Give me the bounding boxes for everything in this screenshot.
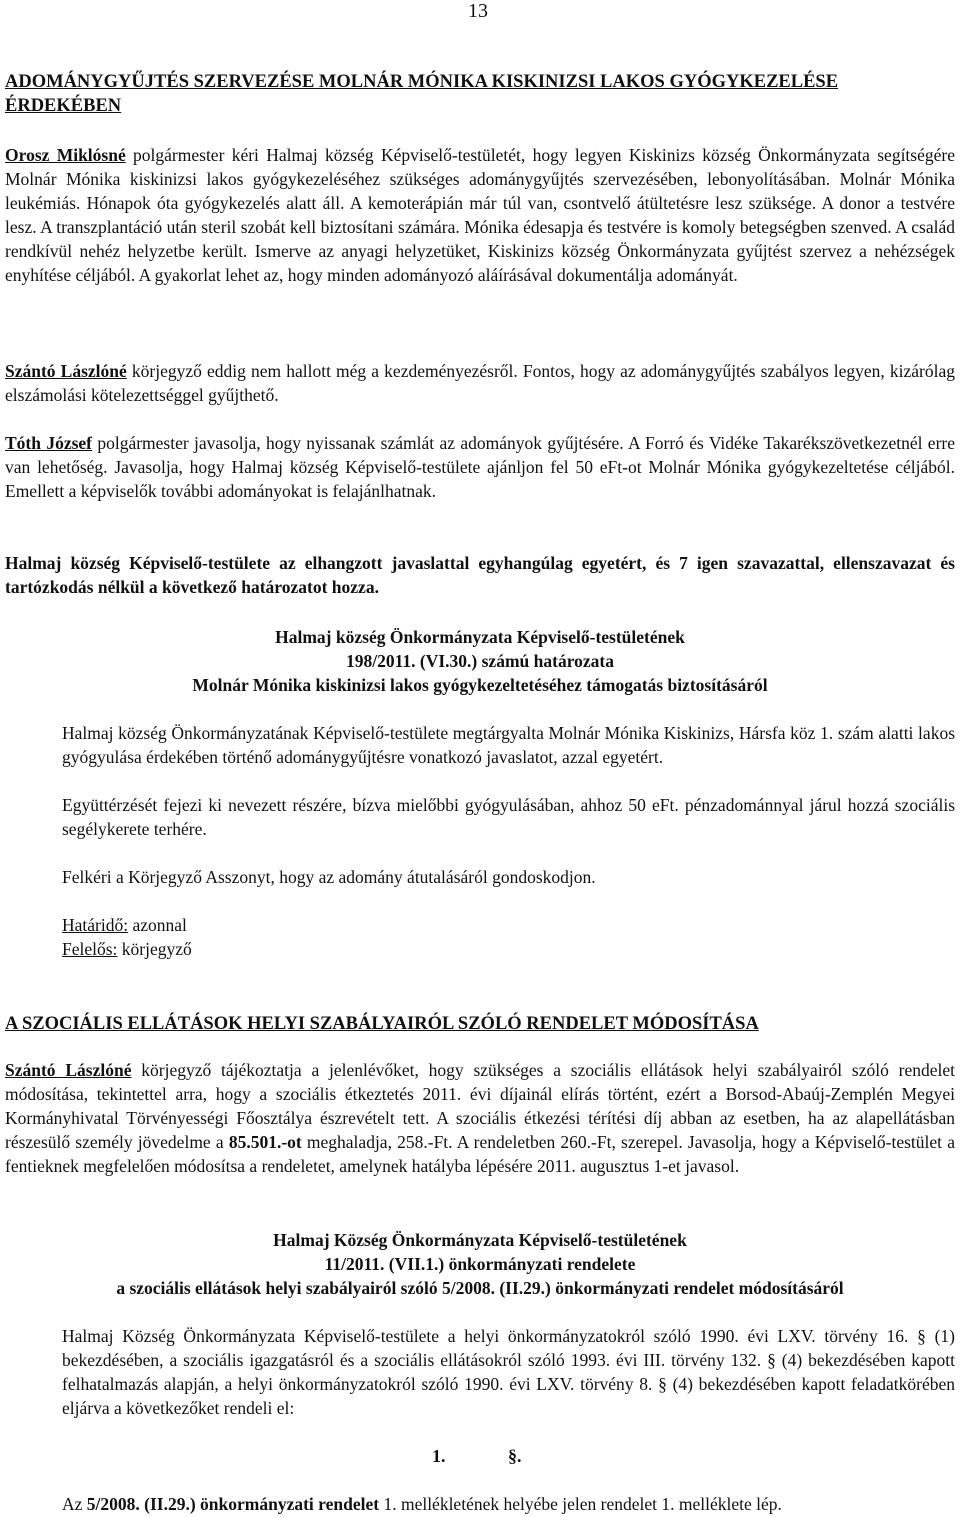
responsible-value: körjegyző: [117, 939, 192, 959]
article-text-part: Az: [62, 1494, 87, 1514]
resolution-paragraph-3: Felkéri a Körjegyző Asszonyt, hogy az adomány átutalásáról gondoskodjon.: [62, 867, 596, 887]
article-number: 1.: [432, 1446, 446, 1466]
paragraph-text: körjegyző tájékoztatja a jelenlévőket, hogy szükséges a szociális ellátások helyi szabályairól szóló rendelet módosítása, tekintettel arra, hogy a szociális étkeztetés 2011. évi díjainál elírás történt, ezért a Borsod-Abaúj-Zemplén Megyei Kormányhivatal Törvényességi Főosztálya észrevételt tett. A szociális étkezési térítési díj abban az esetben, ha az alapellátásban részesülő személy jövedelme a: [5, 1060, 955, 1152]
paragraph-text: meghaladja, 258.-Ft. A rendeletben 260.-Ft, szerepel. Javasolja, hogy a Képviselő-testület a fentieknek megfelelően módosítsa a rendeletet, amelynek hatályba lépésére 2011. augusztus 1-et javasol.: [5, 1132, 955, 1176]
article-text-part: 1. mellékletének helyébe jelen rendelet 1. melléklete lép.: [379, 1494, 782, 1514]
decision-statement: Halmaj község Képviselő-testülete az elhangzott javaslattal egyhangúlag egyetért, és 7 igen szavazattal, ellenszavazat és tartózkodás nélkül a következő határozatot hozza.: [5, 553, 955, 597]
referenced-decree: 5/2008. (II.29.) önkormányzati rendelet: [86, 1494, 380, 1514]
speaker-name: Szántó Lászlóné: [5, 361, 127, 381]
deadline-line: [62, 913, 955, 937]
section-heading-fundraising: ADOMÁNYGYŰJTÉS SZERVEZÉSE MOLNÁR MÓNIKA KISKINIZSI LAKOS GYÓGYKEZELÉSE ÉRDEKÉBEN: [5, 72, 839, 116]
paragraph-text: polgármester kéri Halmaj község Képviselő-testületét, hogy legyen Kiskinizs község Önkormányzata segítségére Molnár Mónika kiskinizsi lakos gyógykezeléséhez szükséges adománygyűjtés szervezésében, lebonyolításában. Molnár Mónika leukémiás. Hónapok óta gyógykezelés alatt áll. A kemoterápián már túl van, csontvelő átültetésre lesz szüksége. A donor a testvére lesz. A transzplantáció után steril szobát kell biztosítani számára. Mónika édesapja és testvére is komoly betegségben szenved. A család rendkívül nehéz helyzetbe került. Ismerve az anyagi helyzetüket, Kiskinizs község Önkormányzata gyűjtést szervez a nehézségek enyhítése céljából. A gyakorlat lehet az, hogy minden adományozó aláírásával dokumentálja adományát.: [5, 145, 955, 285]
deadline-value: azonnal: [128, 915, 187, 935]
resolution-paragraph-1: Halmaj község Önkormányzatának Képviselő-testülete megtárgyalta Molnár Mónika Kiskinizs, Hársfa köz 1. szám alatti lakos gyógyulása érdekében történő adománygyűjtésre vonatkozó javaslatot, azzal egyetért.: [62, 723, 955, 767]
responsible-label: Felelős:: [62, 939, 118, 959]
paragraph-text: körjegyző eddig nem hallott még a kezdeményezésről. Fontos, hogy az adománygyűjtés szabályos legyen, kizárólag elszámolási kötelezettséggel gyűjthető.: [5, 361, 955, 405]
resolution-title-body: Halmaj község Önkormányzata Képviselő-testületének: [275, 627, 685, 647]
speaker-name: Tóth József: [5, 433, 92, 453]
paragraph-szanto: [5, 359, 955, 407]
decree-title-subject: a szociális ellátások helyi szabályairól szóló 5/2008. (II.29.) önkormányzati rendelet módosításáról: [116, 1278, 844, 1298]
paragraph-orosz: [5, 143, 955, 287]
paragraph-text: polgármester javasolja, hogy nyissanak számlát az adományok gyűjtésére. A Forró és Vidéke Takarékszövetkezetnél erre van lehetőség. Javasolja, hogy Halmaj község Képviselő-testülete ajánljon fel 50 eFt-ot Molnár Mónika gyógykezeltetése céljából. Emellett a képviselők további adományokat is felajánlhatnak.: [5, 433, 955, 501]
speaker-name: Szántó Lászlóné: [5, 1060, 132, 1080]
resolution-title-subject: Molnár Mónika kiskinizsi lakos gyógykezeltetéséhez támogatás biztosításáról: [192, 675, 768, 695]
deadline-label: Határidő:: [62, 915, 129, 935]
decree-title-number: 11/2011. (VII.1.) önkormányzati rendelete: [324, 1254, 636, 1274]
paragraph-szanto-social: [5, 1058, 955, 1178]
responsible-line: [62, 937, 955, 961]
article-section-sign: §.: [508, 1446, 522, 1466]
resolution-paragraph-2: Együttérzését fejezi ki nevezett részére, bízva mielőbbi gyógyulásában, ahhoz 50 eFt. pénzadománnyal járul hozzá szociális segélykerete terhére.: [62, 795, 955, 839]
section-heading-social: A SZOCIÁLIS ELLÁTÁSOK HELYI SZABÁLYAIRÓL SZÓLÓ RENDELET MÓDOSÍTÁSA: [5, 1014, 759, 1034]
paragraph-toth: [5, 431, 955, 503]
article-text: [62, 1492, 955, 1516]
speaker-name: Orosz Miklósné: [5, 145, 126, 165]
income-amount: 85.501.-ot: [228, 1132, 302, 1152]
decree-title-body: Halmaj Község Önkormányzata Képviselő-testületének: [273, 1230, 687, 1250]
decree-preamble: Halmaj Község Önkormányzata Képviselő-testülete a helyi önkormányzatokról szóló 1990. évi LXV. törvény 16. § (1) bekezdésében, a szociális igazgatásról és a szociális ellátásokról szóló 1993. évi III. törvény 132. § (4) bekezdésében kapott felhatalmazás alapján, a helyi önkormányzatokról szóló 1990. évi LXV. törvény 8. § (4) bekezdésében kapott feladatkörében eljárva a következőket rendeli el:: [62, 1326, 955, 1418]
resolution-title-number: 198/2011. (VI.30.) számú határozata: [346, 651, 614, 671]
page-number: 13: [468, 0, 488, 22]
